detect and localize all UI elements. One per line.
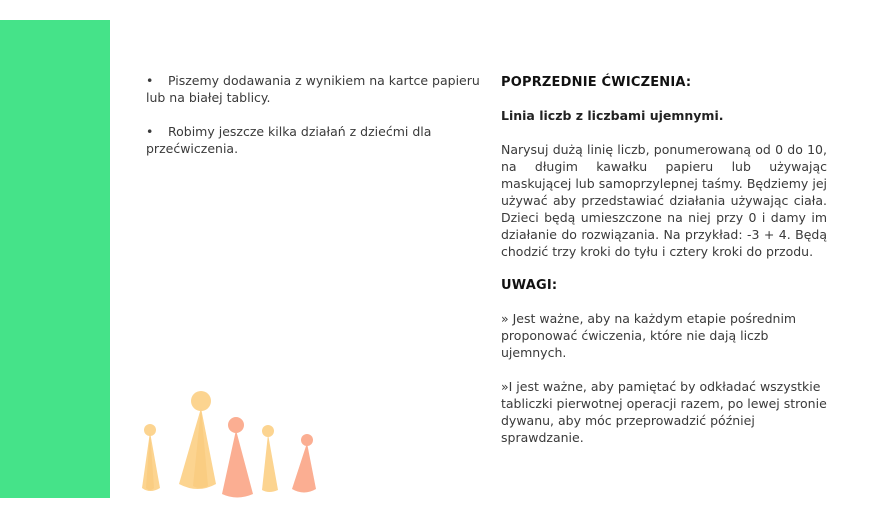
pawn-yellow-small-icon <box>142 424 160 491</box>
pawn-salmon-large-icon <box>222 417 253 498</box>
bullet-text: Robimy jeszcze kilka działań z dziećmi dla przećwiczenia. <box>146 124 432 156</box>
bullet-text: Piszemy dodawania z wynikiem na kartce papieru lub na białej tablicy. <box>146 73 480 105</box>
pawn-salmon-small-icon <box>292 434 316 493</box>
bullet-dot-icon: • <box>146 73 154 88</box>
bullet-dot-icon: • <box>146 124 154 139</box>
green-side-bar <box>0 20 110 498</box>
left-column <box>146 72 491 174</box>
pawn-yellow-large-icon <box>179 391 216 489</box>
pawn-yellow-small-2-icon <box>262 425 278 492</box>
bullet-item <box>146 123 491 157</box>
note-2: »I jest ważne, aby pamiętać by odkładać wszystkie tabliczki pierwotnej operacji razem, po lewej stronie dywanu, aby móc przeprowadzić później sprawdzanie. <box>501 379 827 445</box>
bullet-item <box>146 72 491 106</box>
exercise-subheading: Linia liczb z liczbami ujemnymi. <box>501 108 724 123</box>
notes-heading: UWAGI: <box>501 278 558 293</box>
exercise-description: Narysuj dużą linię liczb, ponumerowaną od 0 do 10, na długim kawałku papieru lub używając maskującej lub samoprzylepnej taśmy. Będziemy jej używać aby przedstawiać działania używając ciała. Dzieci będą umieszczone na niej przy 0 i damy im działanie do rozwiązania. Na przykład: -3 + 4. Będą chodzić trzy kroki do tyłu i cztery kroki do przodu. <box>501 142 827 259</box>
note-1: » Jest ważne, aby na każdym etapie pośrednim proponować ćwiczenia, które nie dają liczb ujemnych. <box>501 311 797 360</box>
right-column <box>501 74 827 463</box>
previous-exercises-heading: POPRZEDNIE ĆWICZENIA: <box>501 75 692 90</box>
game-pawns-icon <box>140 388 320 498</box>
